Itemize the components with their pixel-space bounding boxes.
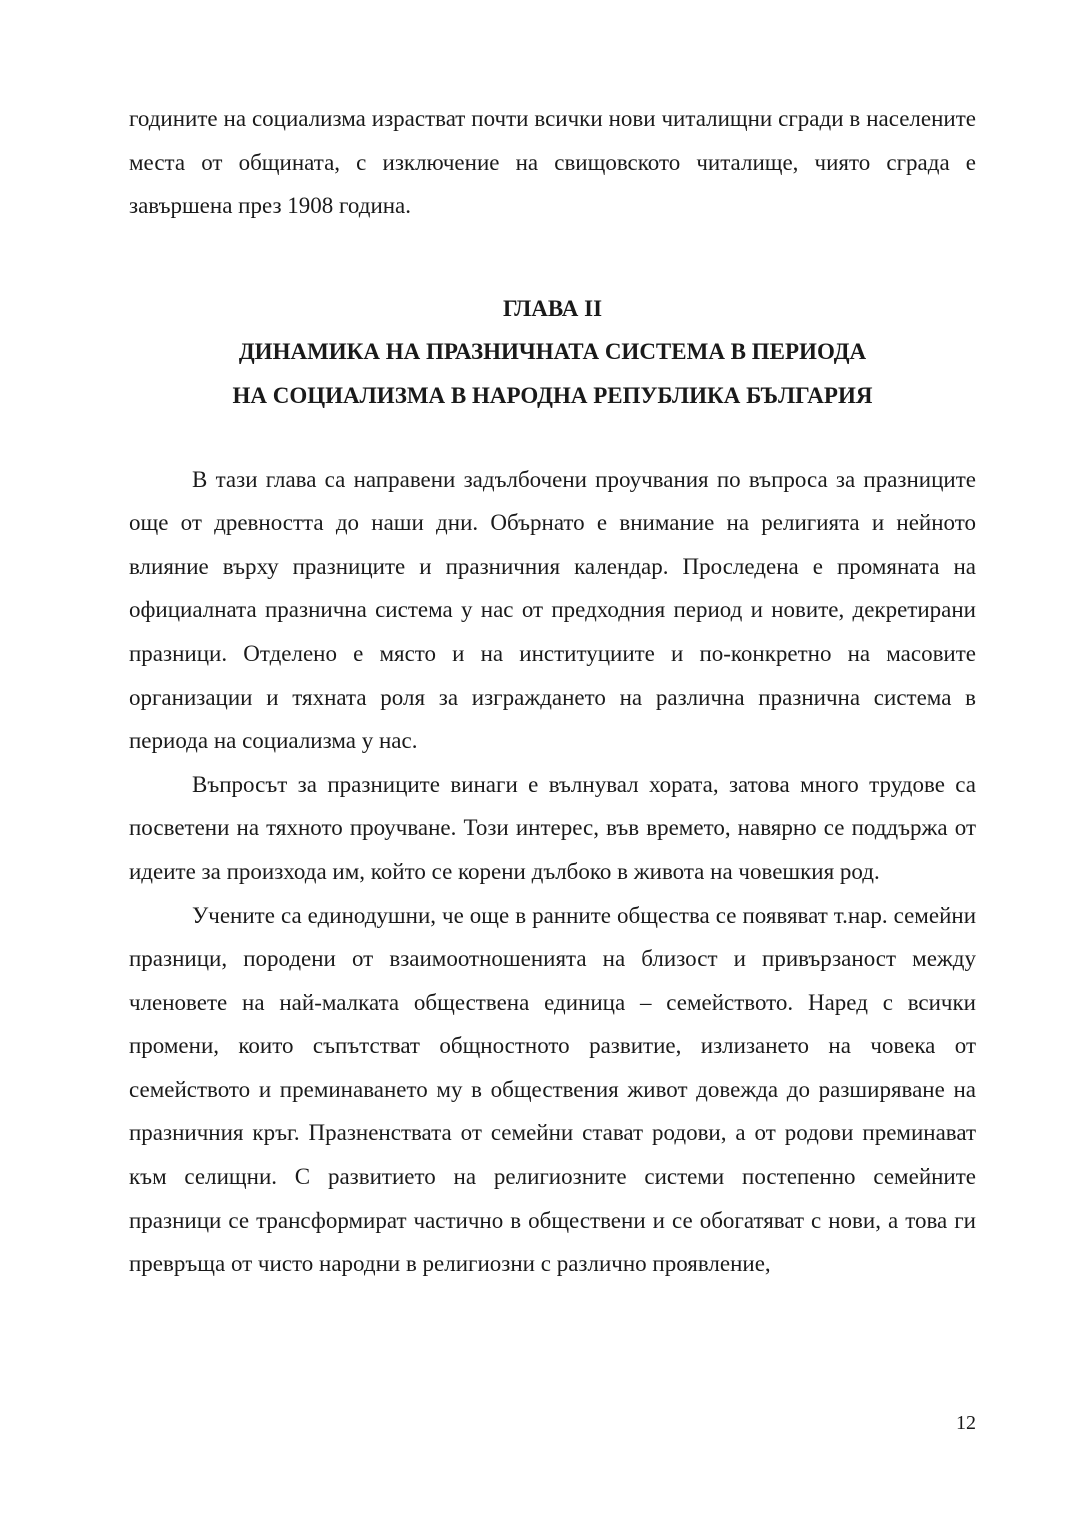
body-paragraph-1: В тази глава са направени задълбочени проучвания по въпроса за празниците още от древността до наши дни. Обърнато е внимание на религията и нейното влияние върху празниците и празничния календар. Проследена е промяната на официалната празнична система у нас от предходния период и новите, декретирани празници. Отделено е място и на институциите и по-конкретно на масовите организации и тяхната роля за изграждането на различна празнична система в периода на социализма у нас. — [129, 466, 976, 754]
document-page — [129, 97, 976, 1286]
body-paragraph-2: Въпросът за празниците винаги е вълнувал хората, затова много трудове са посветени на тяхното проучване. Този интерес, във времето, навярно се поддържа от идеите за произхода им, който се корени дълбоко в живота на човешкия род. — [129, 771, 976, 884]
chapter-heading — [129, 287, 976, 418]
chapter-title-line-2: НА СОЦИАЛИЗМА В НАРОДНА РЕПУБЛИКА БЪЛГАРИЯ — [232, 382, 873, 408]
body-paragraph-3: Учените са единодушни, че още в ранните общества се появяват т.нар. семейни празници, породени от взаимоотношенията на близост и привързаност между членовете на най-малката обществена единица – семейството. Наред с всички промени, които съпътстват общностното развитие, излизането на човека от семейството и преминаването му в обществения живот довежда до разширяване на празничния кръг. Празненствата от семейни стават родови, а от родови преминават към селищни. С развитието на религиозните системи постепенно семейните празници се трансформират частично в обществени и се обогатяват с нови, а това ги превръща от чисто народни в религиозни с различно проявление, — [129, 902, 976, 1277]
chapter-label: ГЛАВА II — [502, 295, 603, 321]
page-number: 12 — [956, 1412, 976, 1434]
intro-paragraph: годините на социализма израстват почти всички нови читалищни сгради в населените места от общината, с изключение на свищовското читалище, чиято сграда е завършена през 1908 година. — [129, 106, 976, 219]
chapter-title-line-1: ДИНАМИКА НА ПРАЗНИЧНАТА СИСТЕМА В ПЕРИОДА — [238, 339, 867, 365]
